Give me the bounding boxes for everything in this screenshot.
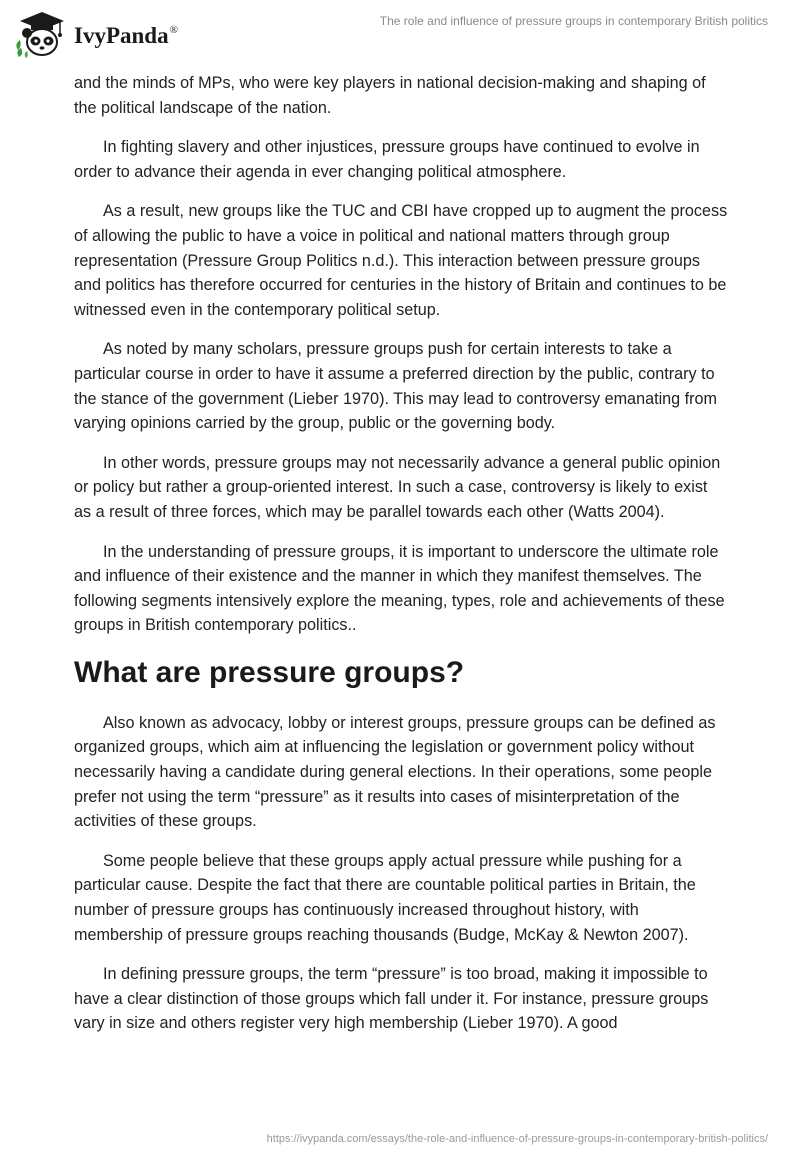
brand-name: IvyPanda® bbox=[74, 23, 178, 48]
section-heading: What are pressure groups? bbox=[74, 655, 465, 689]
logo[interactable] bbox=[14, 10, 178, 60]
paragraph: Some people believe that these groups apply actual pressure while pushing for a particular cause. Despite the fact that there are countable political parties in Britain, the number of pressure groups has continuously increased throughout history, with membership of pressure groups reaching thousands (Budge, McKay & Newton 2007). bbox=[74, 851, 696, 944]
paragraph: and the minds of MPs, who were key players in national decision-making and shaping of the political landscape of the nation. bbox=[74, 74, 706, 117]
page-header bbox=[0, 0, 800, 70]
paragraph: In other words, pressure groups may not necessarily advance a general public opinion or policy but rather a group-oriented interest. In such a case, controversy is likely to exist as a result of three forces, which may be parallel towards each other (Watts 2004). bbox=[74, 453, 721, 521]
essay-content bbox=[74, 71, 728, 1051]
paragraph: In defining pressure groups, the term “pressure” is too broad, making it impossible to have a clear distinction of those groups which fall under it. For instance, pressure groups vary in size and others register very high membership (Lieber 1970). A good bbox=[74, 965, 709, 1033]
paragraph: Also known as advocacy, lobby or interest groups, pressure groups can be defined as organized groups, which aim at influencing the legislation or government policy without necessarily having a candidate during general elections. In their operations, some people prefer not using the term “pressure” as it results into cases of misinterpretation of the activities of these groups. bbox=[74, 713, 716, 831]
paragraph: As noted by many scholars, pressure groups push for certain interests to take a particular course in order to have it assume a preferred direction by the public, contrary to the stance of the government (Lieber 1970). This may lead to controversy emanating from varying opinions carried by the group, public or the governing body. bbox=[74, 340, 718, 433]
paragraph: As a result, new groups like the TUC and CBI have cropped up to augment the process of allowing the public to have a voice in political and national matters through group representation (Pressure Group Politics n.d.). This interaction between pressure groups and politics has therefore occurred for centuries in the history of Britain and continues to be witnessed even in the contemporary political setup. bbox=[74, 202, 728, 319]
paragraph: In fighting slavery and other injustices, pressure groups have continued to evolve in order to advance their agenda in ever changing political atmosphere. bbox=[74, 138, 700, 181]
paragraph: In the understanding of pressure groups, it is important to underscore the ultimate role and influence of their existence and the manner in which they manifest themselves. The following segments intensively explore the meaning, types, role and achievements of these groups in British contemporary politics.. bbox=[74, 542, 725, 635]
panda-graduate-icon bbox=[14, 10, 70, 60]
source-url[interactable]: https://ivypanda.com/essays/the-role-and-influence-of-pressure-groups-in-contemporary-british-politics/ bbox=[266, 1133, 768, 1145]
document-title: The role and influence of pressure groups in contemporary British politics bbox=[379, 14, 768, 28]
